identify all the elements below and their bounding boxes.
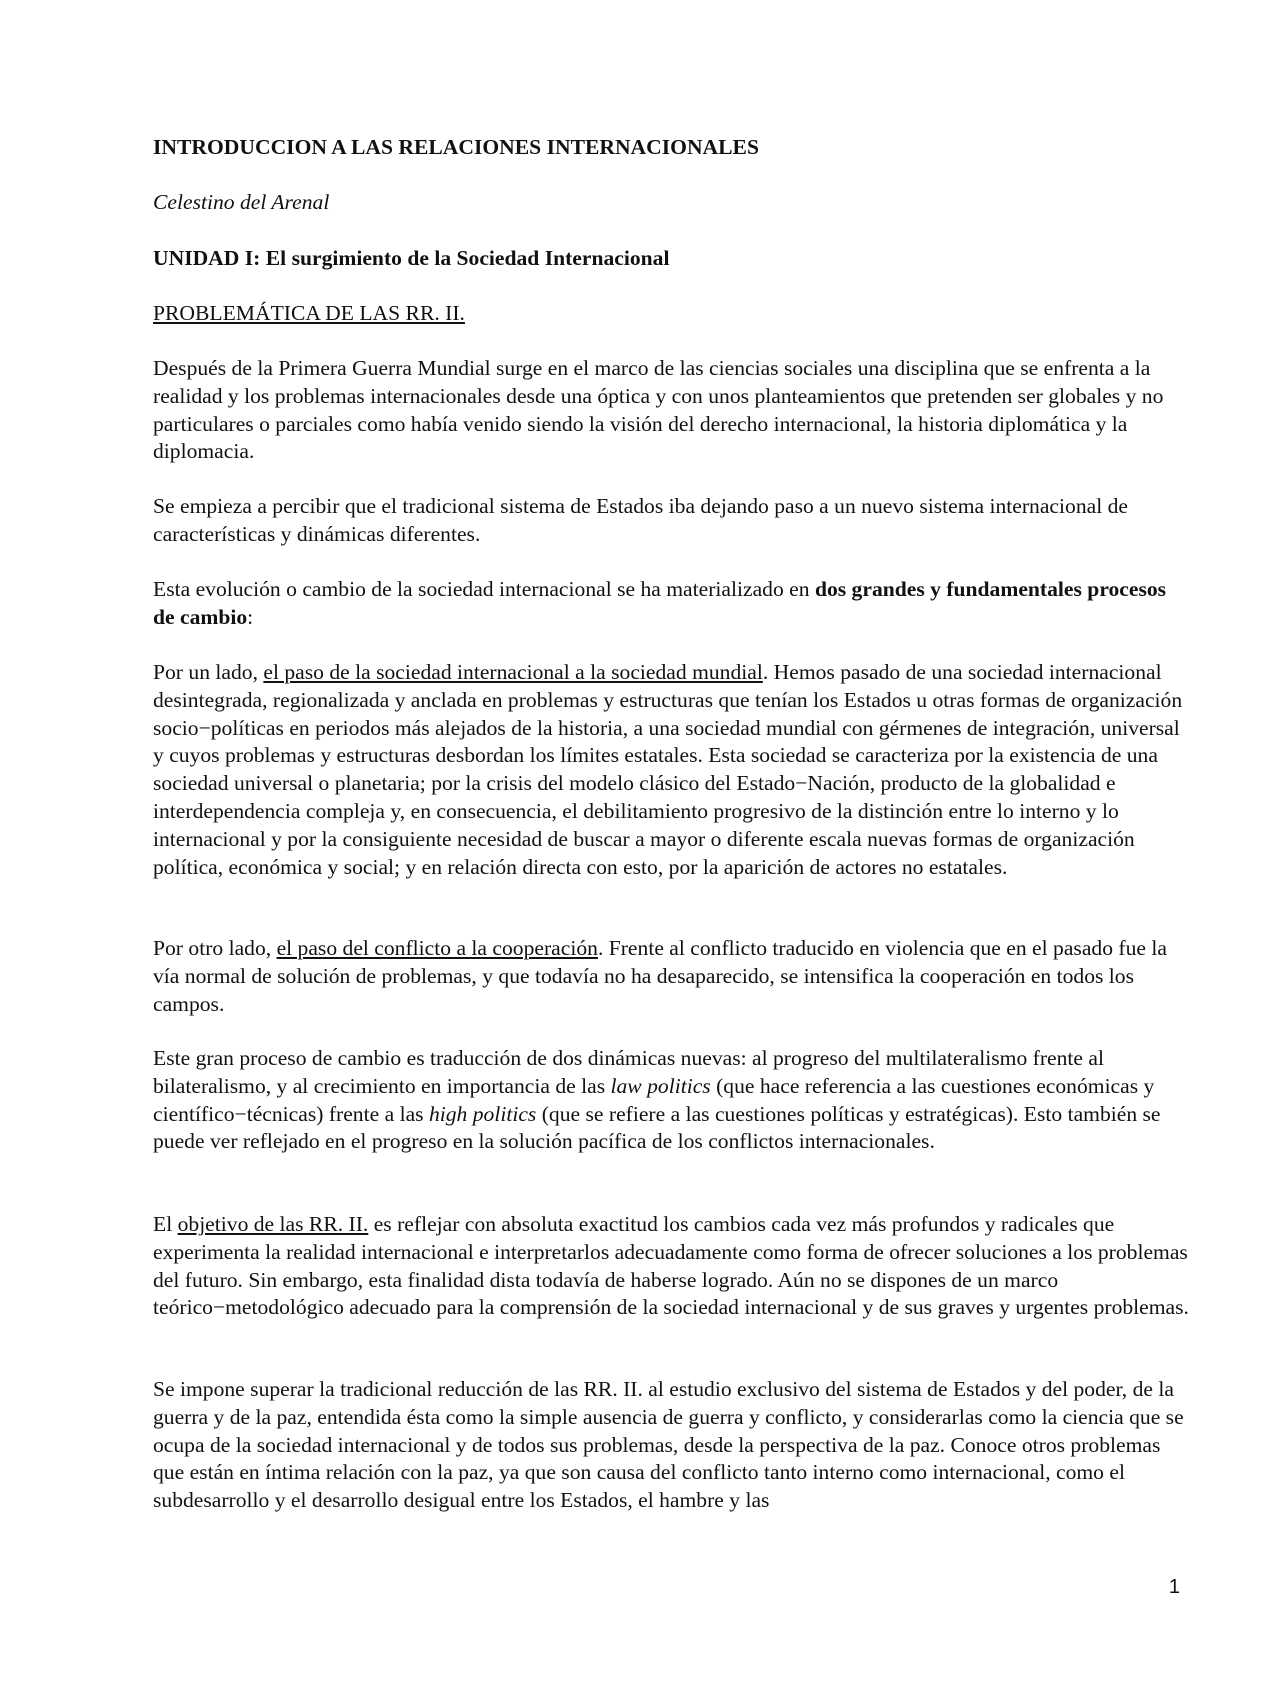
- paragraph-4-tail: . Hemos pasado de una sociedad internacional desintegrada, regionalizada y anclada en problemas y estructuras que tenían los Estados u otras formas de organización socio−políticas en periodos más alejados de la historia, a una sociedad mundial con gérmenes de integración, universal y cuyos problemas y estructuras desbordan los límites estatales. Esta sociedad se caracteriza por la existencia de una sociedad universal o planetaria; por la crisis del modelo clásico del Estado−Nación, producto de la globalidad e interdependencia compleja y, en consecuencia, el debilitamiento progresivo de la distinción entre lo interno y lo internacional y por la consiguiente necesidad de buscar a mayor o diferente escala nuevas formas de organización política, económica y social; y en relación directa con esto, por la aparición de actores no estatales.: [153, 660, 1183, 879]
- paragraph-3-bold-phrase: dos grandes y fundamentales procesos de cambio: [153, 577, 1167, 629]
- paragraph-2: Se empieza a percibir que el tradicional sistema de Estados iba dejando paso a un nuevo sistema internacional de características y dinámicas diferentes.: [153, 494, 1128, 546]
- paragraph-8: Se impone superar la tradicional reducción de las RR. II. al estudio exclusivo del sistema de Estados y del poder, de la guerra y de la paz, entendida ésta como la simple ausencia de guerra y conflicto, y considerarlas como la ciencia que se ocupa de la sociedad internacional y de todos sus problemas, desde la perspectiva de la paz. Conoce otros problemas que están en íntima relación con la paz, ya que son causa del conflicto tanto interno como internacional, como el subdesarrollo y el desarrollo desigual entre los Estados, el hambre y las: [153, 1377, 1184, 1513]
- paragraph-3: [153, 576, 1193, 632]
- paragraph-7-tail: es reflejar con absoluta exactitud los cambios cada vez más profundos y radicales que experimenta la realidad internacional e interpretarlos adecuadamente como forma de ofrecer soluciones a los problemas del futuro. Sin embargo, esta finalidad dista todavía de haberse logrado. Aún no se dispones de un marco teórico−metodológico adecuado para la comprensión de la sociedad internacional y de sus graves y urgentes problemas.: [153, 1212, 1189, 1320]
- paragraph-5-tail: . Frente al conflicto traducido en violencia que en el pasado fue la vía normal de solución de problemas, y que todavía no ha desaparecido, se intensifica la cooperación en todos los campos.: [153, 936, 1167, 1016]
- paragraph-6-italic-law-politics: law politics: [610, 1073, 711, 1098]
- paragraph-3-tail: :: [247, 604, 254, 629]
- document-title: INTRODUCCION A LAS RELACIONES INTERNACIONALES: [153, 135, 759, 159]
- paragraph-4-underlined-phrase: el paso de la sociedad internacional a la sociedad mundial: [263, 660, 763, 684]
- paragraph-1: Después de la Primera Guerra Mundial surge en el marco de las ciencias sociales una disciplina que se enfrenta a la realidad y los problemas internacionales desde una óptica y con unos planteamientos que pretenden ser globales y no particulares o parciales como había venido siendo la visión del derecho internacional, la historia diplomática y la diplomacia.: [153, 356, 1164, 464]
- page-number: 1: [1168, 1576, 1180, 1598]
- paragraph-6-italic-high-politics: high politics: [428, 1101, 537, 1126]
- paragraph-3-lead: Esta evolución o cambio de la sociedad internacional se ha materializado en: [153, 577, 815, 601]
- paragraph-5-lead: Por otro lado,: [153, 936, 277, 960]
- paragraph-5: [153, 935, 1193, 1018]
- paragraph-7-underlined-phrase: objetivo de las RR. II.: [177, 1212, 369, 1236]
- paragraph-6-middle: (que hace referencia a las cuestiones económicas y científico−técnicas) frente a las: [153, 1073, 1155, 1126]
- paragraph-4: [153, 659, 1193, 881]
- paragraph-5-underlined-phrase: el paso del conflicto a la cooperación: [276, 936, 598, 960]
- unit-heading: UNIDAD I: El surgimiento de la Sociedad Internacional: [153, 246, 670, 270]
- author-name: Celestino del Arenal: [153, 190, 330, 214]
- section-heading: PROBLEMÁTICA DE LAS RR. II.: [153, 301, 465, 325]
- paragraph-7: [153, 1211, 1193, 1322]
- paragraph-7-lead: El: [153, 1212, 178, 1236]
- paragraph-4-lead: Por un lado,: [153, 660, 264, 684]
- paragraph-6: [153, 1045, 1193, 1156]
- paragraph-6-lead: Este gran proceso de cambio es traducción de dos dinámicas nuevas: al progreso del multilateralismo frente al bilateralismo, y al crecimiento en importancia de las: [153, 1046, 1105, 1098]
- paragraph-6-tail: (que se refiere a las cuestiones políticas y estratégicas). Esto también se puede ver reflejado en el progreso en la solución pacífica de los conflictos internacionales.: [153, 1101, 1161, 1154]
